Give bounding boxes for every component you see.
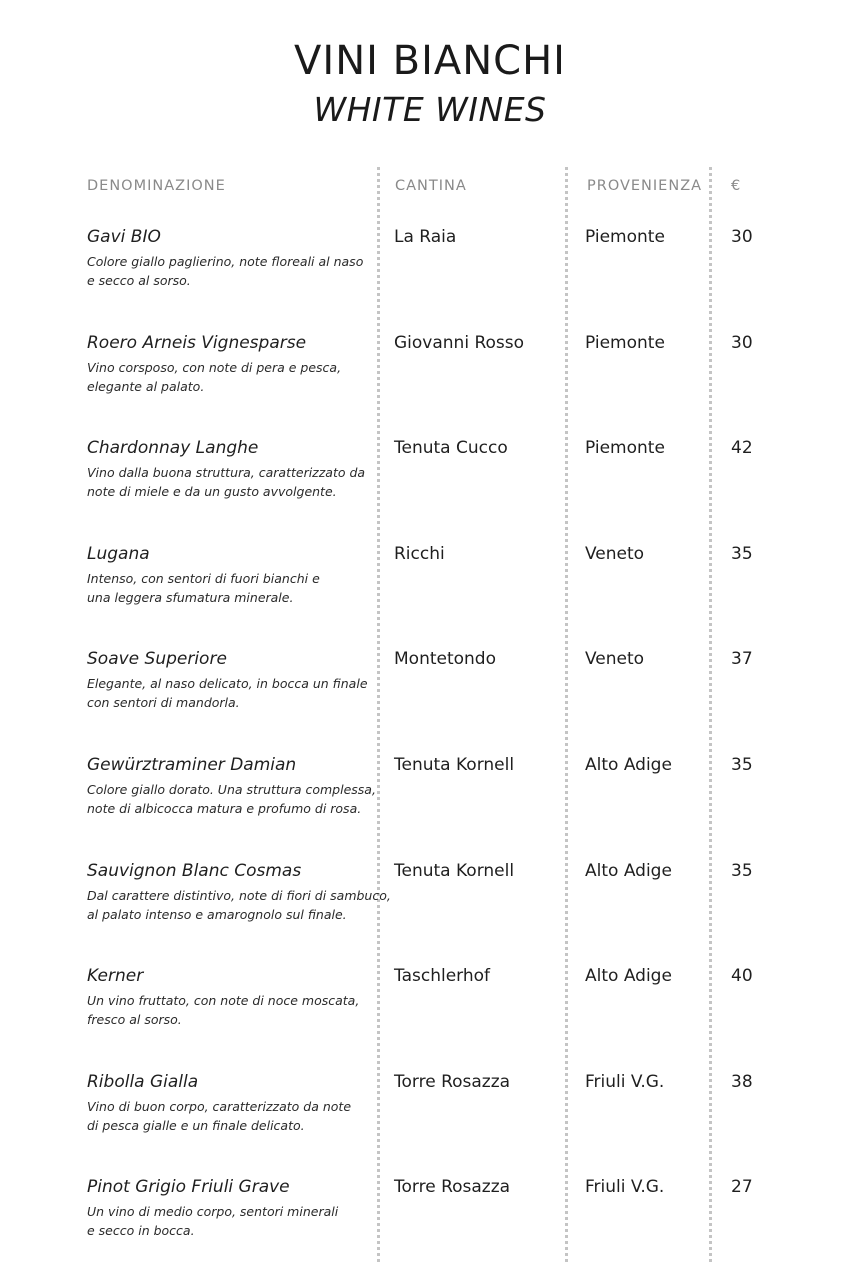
wine-cantina: Tenuta Cucco xyxy=(394,438,508,458)
wine-description-line: Vino dalla buona struttura, caratterizzato da xyxy=(87,465,366,480)
wine-description xyxy=(87,252,377,290)
wine-price: 30 xyxy=(731,227,753,247)
wine-description-line: con sentori di mandorla. xyxy=(87,695,240,710)
wine-description xyxy=(87,780,377,818)
wine-cantina: Taschlerhof xyxy=(394,966,490,986)
wine-description-line: una leggera sfumatura minerale. xyxy=(87,590,294,605)
wine-description xyxy=(87,991,377,1029)
wine-row xyxy=(0,755,860,855)
wine-name: Roero Arneis Vignesparse xyxy=(87,333,307,353)
wine-description xyxy=(87,358,377,396)
wine-region: Veneto xyxy=(585,649,645,669)
wine-row xyxy=(0,438,860,538)
wine-description-line: Vino di buon corpo, caratterizzato da note xyxy=(87,1099,352,1114)
wine-description-line: Dal carattere distintivo, note di fiori di sambuco, xyxy=(87,888,391,903)
wine-cantina: Tenuta Kornell xyxy=(394,755,515,775)
wine-name: Kerner xyxy=(87,966,144,986)
header-cantina: CANTINA xyxy=(395,178,467,194)
wine-region: Piemonte xyxy=(585,227,665,247)
wine-cantina: Torre Rosazza xyxy=(394,1177,511,1197)
wine-name: Lugana xyxy=(87,544,150,564)
wine-description-line: Colore giallo dorato. Una struttura complessa, xyxy=(87,782,376,797)
wine-description xyxy=(87,1097,377,1135)
wine-region: Piemonte xyxy=(585,333,665,353)
wine-price: 42 xyxy=(731,438,753,458)
wine-row xyxy=(0,227,860,327)
wine-region: Alto Adige xyxy=(585,861,672,881)
page-title: VINI BIANCHI xyxy=(294,38,566,84)
wine-description-line: di pesca gialle e un finale delicato. xyxy=(87,1118,305,1133)
wine-description-line: fresco al sorso. xyxy=(87,1012,182,1027)
wine-cantina: Tenuta Kornell xyxy=(394,861,515,881)
wine-name: Chardonnay Langhe xyxy=(87,438,259,458)
wine-description-line: al palato intenso e amarognolo sul finale. xyxy=(87,907,347,922)
wine-description-line: note di miele e da un gusto avvolgente. xyxy=(87,484,337,499)
wine-description-line: note di albicocca matura e profumo di rosa. xyxy=(87,801,362,816)
page-subtitle: WHITE WINES xyxy=(313,90,547,129)
wine-price: 27 xyxy=(731,1177,753,1197)
wine-cantina: Ricchi xyxy=(394,544,445,564)
wine-description-line: e secco al sorso. xyxy=(87,273,191,288)
wine-price: 40 xyxy=(731,966,753,986)
wine-description-line: Intenso, con sentori di fuori bianchi e xyxy=(87,571,320,586)
wine-price: 37 xyxy=(731,649,753,669)
wine-description xyxy=(87,463,377,501)
wine-region: Friuli V.G. xyxy=(585,1177,665,1197)
wine-description-line: Un vino fruttato, con note di noce moscata, xyxy=(87,993,360,1008)
wine-price: 35 xyxy=(731,755,753,775)
header-price: € xyxy=(731,178,742,194)
wine-price: 38 xyxy=(731,1072,753,1092)
wine-description-line: elegante al palato. xyxy=(87,379,205,394)
header-provenienza: PROVENIENZA xyxy=(587,178,703,194)
wine-description-line: Colore giallo paglierino, note floreali al naso xyxy=(87,254,364,269)
wine-region: Piemonte xyxy=(585,438,665,458)
wine-name: Gewürztraminer Damian xyxy=(87,755,297,775)
wine-row xyxy=(0,649,860,749)
wine-region: Veneto xyxy=(585,544,645,564)
wine-row xyxy=(0,333,860,433)
wine-name: Sauvignon Blanc Cosmas xyxy=(87,861,302,881)
wine-description-line: Vino corsposo, con note di pera e pesca, xyxy=(87,360,342,375)
wine-region: Alto Adige xyxy=(585,755,672,775)
wine-description xyxy=(87,1202,377,1240)
wine-row xyxy=(0,1072,860,1172)
wine-description-line: Elegante, al naso delicato, in bocca un finale xyxy=(87,676,368,691)
wine-region: Friuli V.G. xyxy=(585,1072,665,1092)
wine-name: Pinot Grigio Friuli Grave xyxy=(87,1177,290,1197)
wine-description-line: e secco in bocca. xyxy=(87,1223,195,1238)
wine-cantina: La Raia xyxy=(394,227,457,247)
wine-description xyxy=(87,886,391,924)
wine-cantina: Giovanni Rosso xyxy=(394,333,525,353)
wine-description xyxy=(87,569,377,607)
wine-description-line: Un vino di medio corpo, sentori minerali xyxy=(87,1204,339,1219)
wine-row xyxy=(0,1177,860,1277)
wine-description xyxy=(87,674,377,712)
wine-row xyxy=(0,544,860,644)
wine-name: Ribolla Gialla xyxy=(87,1072,199,1092)
wine-name: Gavi BIO xyxy=(87,227,161,247)
wine-cantina: Montetondo xyxy=(394,649,496,669)
wine-price: 35 xyxy=(731,544,753,564)
wine-price: 30 xyxy=(731,333,753,353)
wine-row xyxy=(0,861,860,961)
header-denominazione: DENOMINAZIONE xyxy=(87,178,226,194)
wine-name: Soave Superiore xyxy=(87,649,227,669)
wine-cantina: Torre Rosazza xyxy=(394,1072,511,1092)
wine-row xyxy=(0,966,860,1066)
wine-region: Alto Adige xyxy=(585,966,672,986)
wine-price: 35 xyxy=(731,861,753,881)
